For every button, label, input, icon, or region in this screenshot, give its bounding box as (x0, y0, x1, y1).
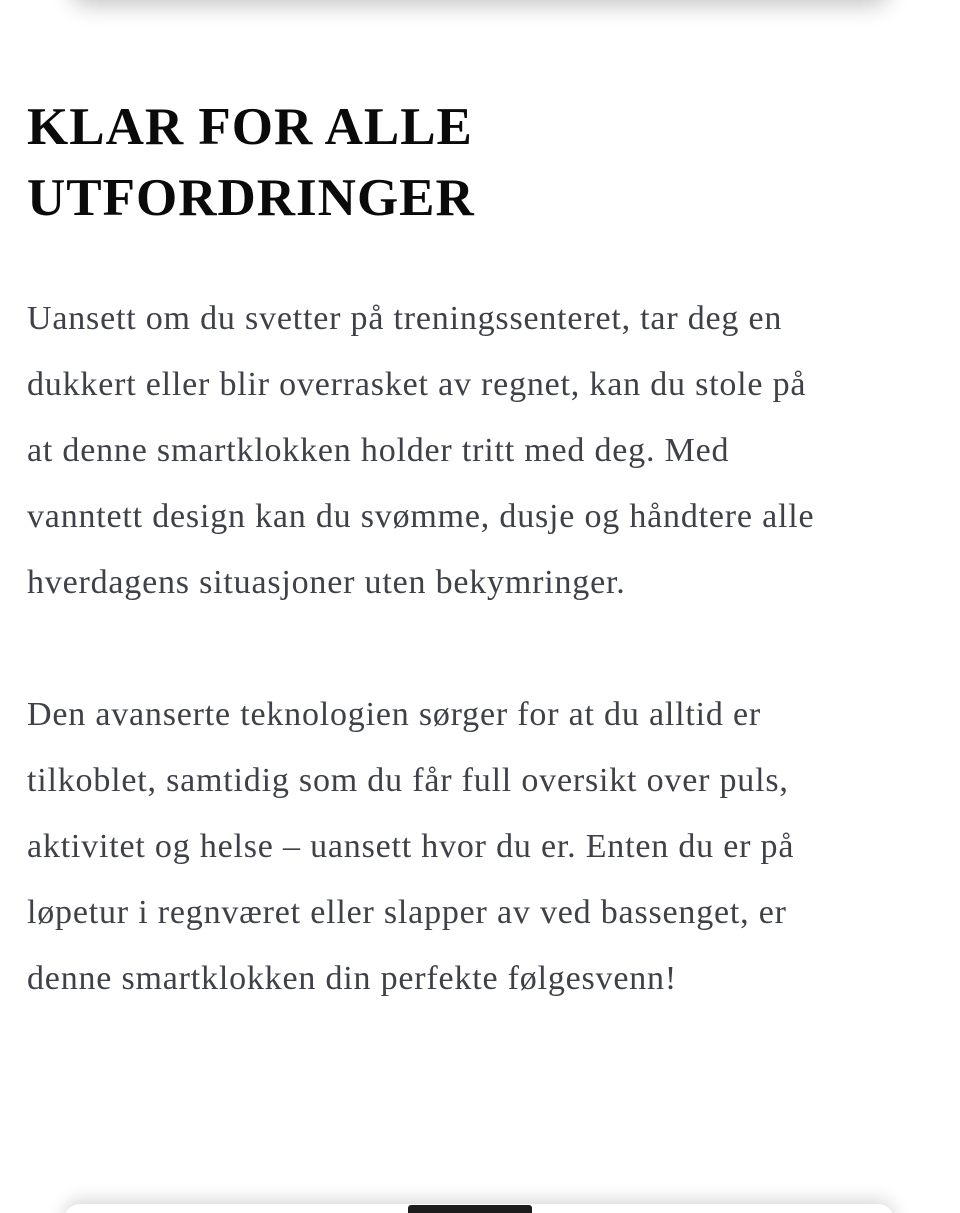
feature-paragraph-waterproof (27, 286, 933, 616)
paragraph-line: vanntett design kan du svømme, dusje og håndtere alle (27, 498, 815, 535)
paragraph-line: Uansett om du svetter på treningssenteret, tar deg en (27, 300, 783, 337)
paragraph-line: denne smartklokken din perfekte følgesvenn! (27, 960, 677, 997)
paragraph-line: hverdagens situasjoner uten bekymringer. (27, 564, 626, 601)
section-title-line: KLAR FOR ALLE (27, 98, 473, 156)
feature-section (27, 92, 933, 1012)
section-title (27, 92, 933, 234)
paragraph-line: aktivitet og helse – uansett hvor du er. Enten du er på (27, 828, 795, 865)
next-card-image-edge (408, 1205, 532, 1213)
paragraph-line: dukkert eller blir overrasket av regnet, kan du stole på (27, 366, 807, 403)
paragraph-line: Den avanserte teknologien sørger for at du alltid er (27, 696, 761, 733)
paragraph-line: at denne smartklokken holder tritt med deg. Med (27, 432, 730, 469)
section-title-line: UTFORDRINGER (27, 169, 475, 227)
paragraph-line: tilkoblet, samtidig som du får full oversikt over puls, (27, 762, 789, 799)
paragraph-line: løpetur i regnværet eller slapper av ved bassenget, er (27, 894, 787, 931)
feature-paragraph-technology (27, 682, 933, 1012)
